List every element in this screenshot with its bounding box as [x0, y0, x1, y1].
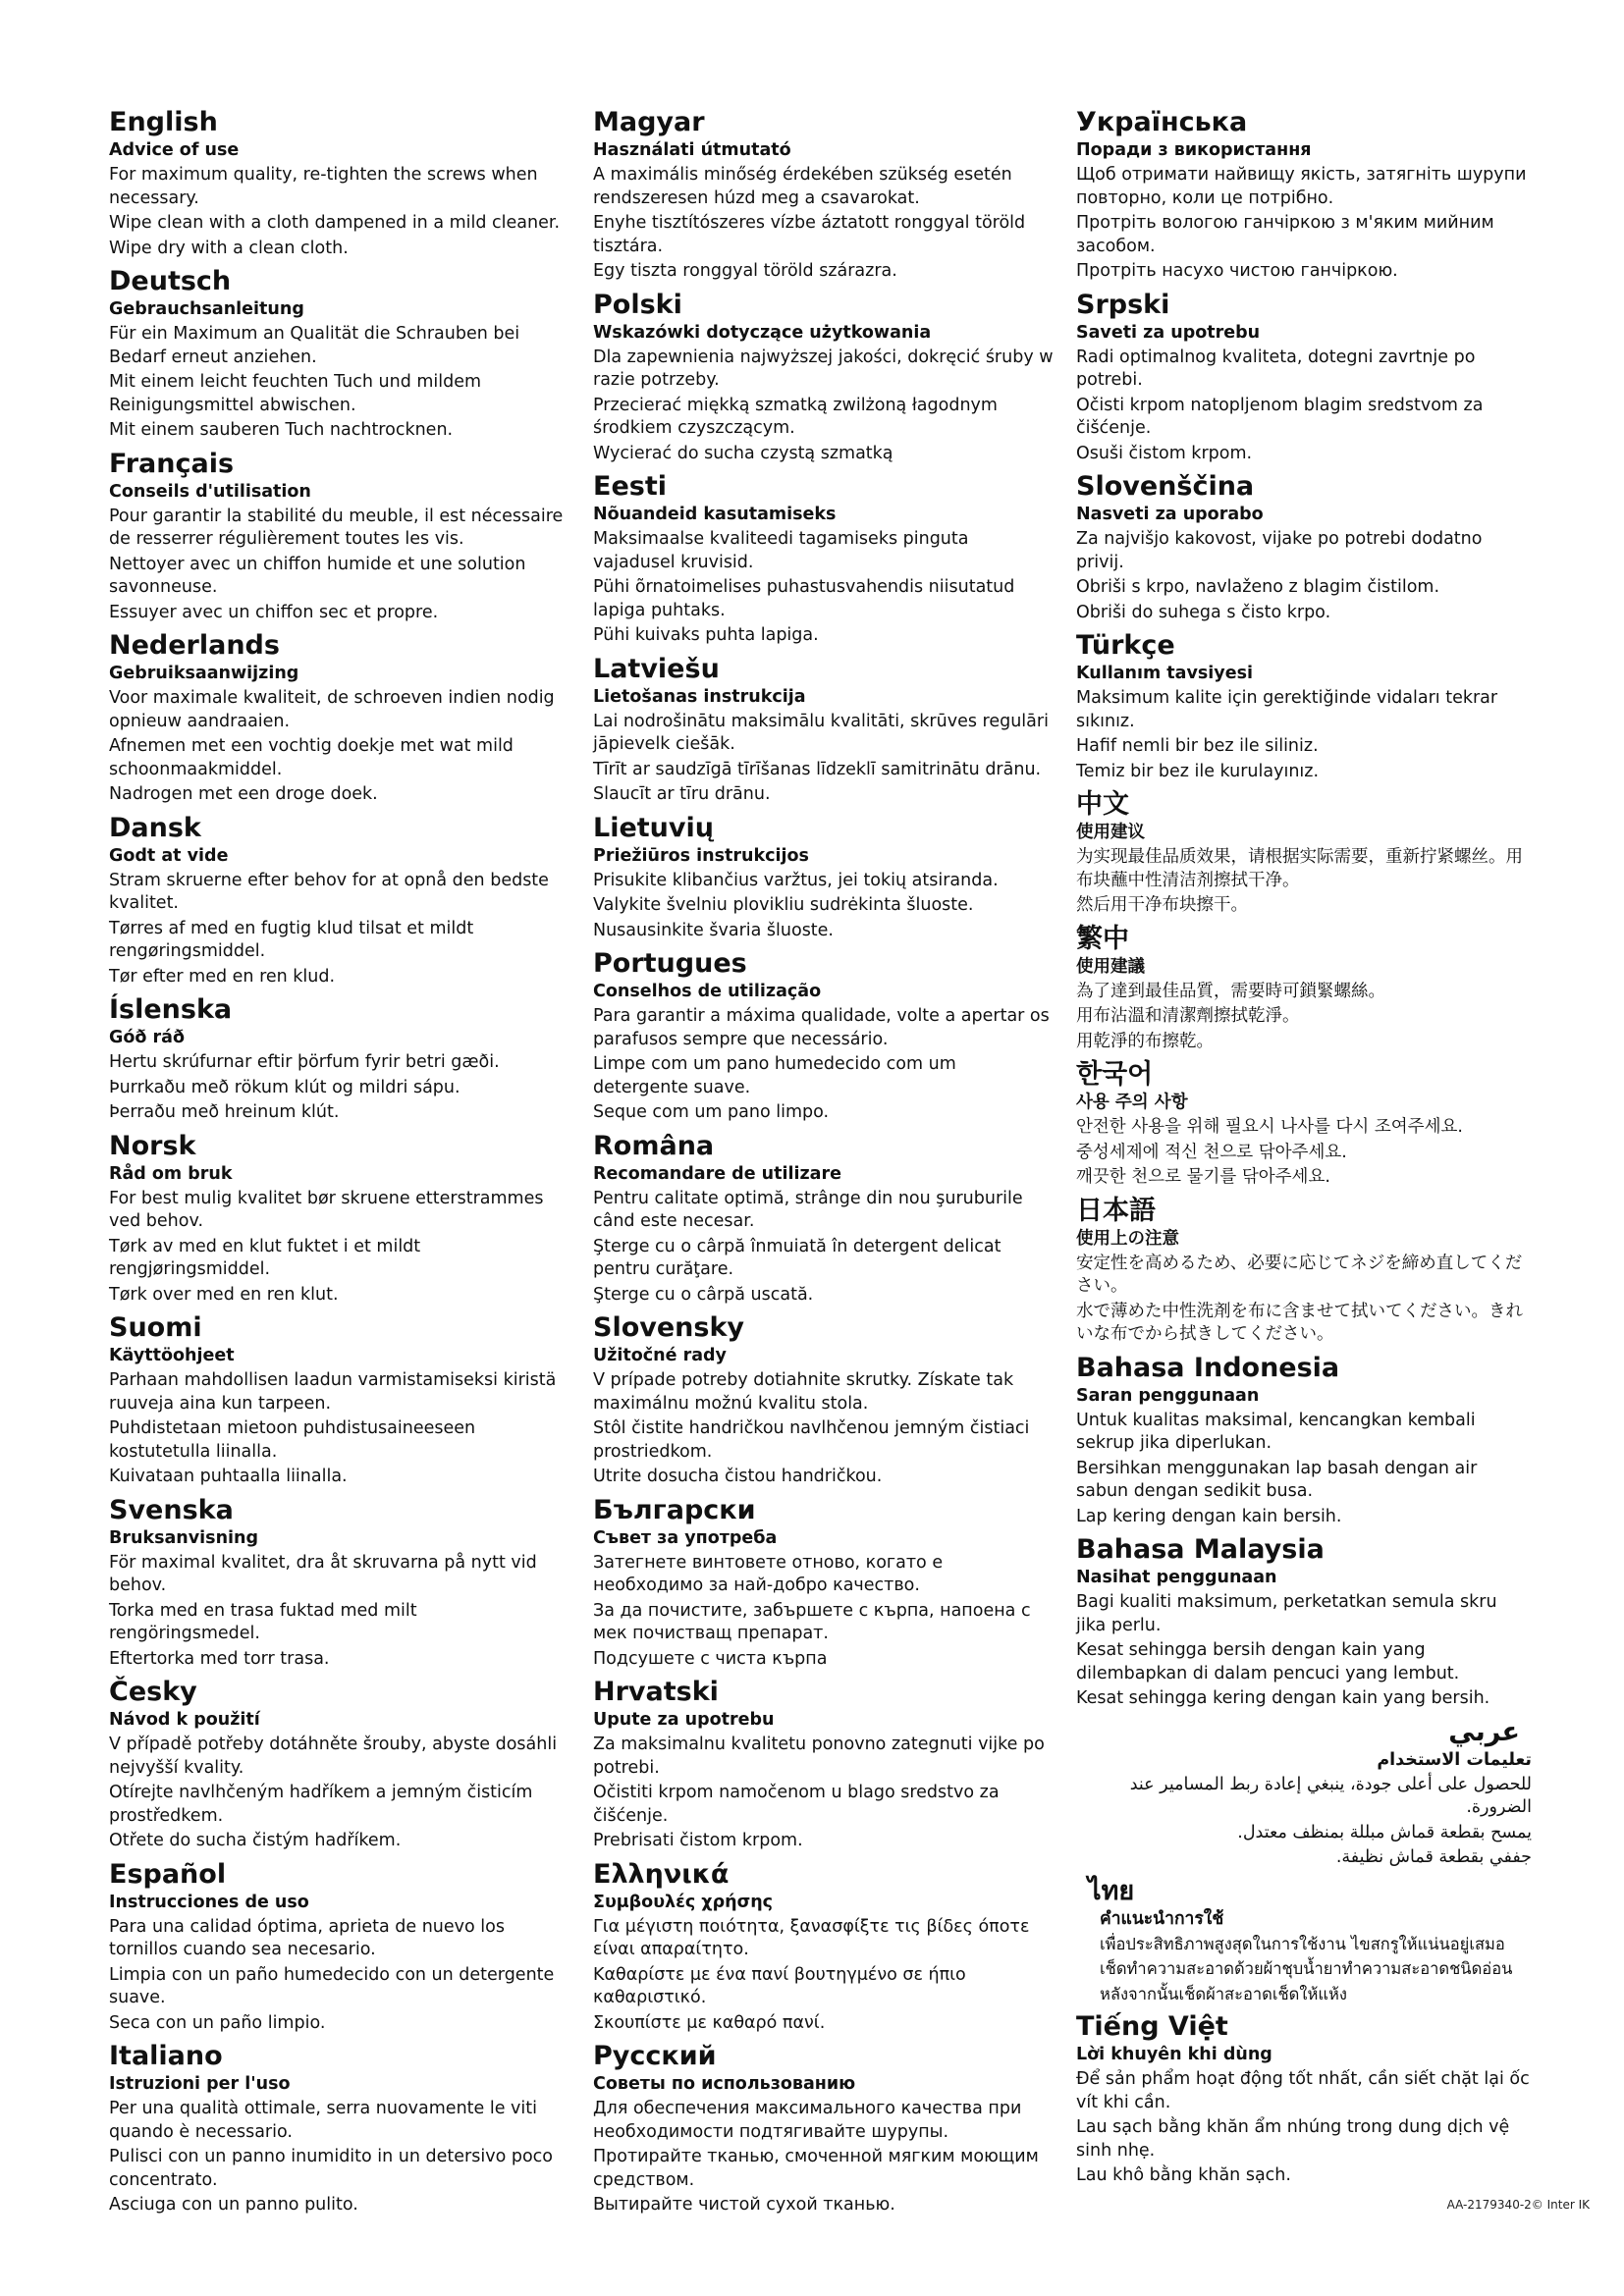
language-heading: Slovensky	[593, 1312, 745, 1343]
language-heading: 한국어	[1076, 1059, 1154, 1090]
language-heading: Русский	[593, 2041, 717, 2071]
instruction-line: Essuyer avec un chiffon sec et propre.	[109, 602, 439, 622]
instruction-line: Za maksimalnu kvalitetu ponovno zategnuti vijke po potrebi.	[593, 1735, 1045, 1778]
instruction-line: Mit einem sauberen Tuch nachtrocknen.	[109, 420, 454, 440]
instruction-line: Wipe dry with a clean cloth.	[109, 238, 349, 258]
column-2	[593, 103, 1055, 2219]
instruction-line: Lai nodrošinātu maksimālu kvalitāti, skrūves regulāri jāpievelk ciešāk.	[593, 711, 1049, 754]
instruction-line: Dla zapewnienia najwyższej jakości, dokręcić śruby w razie potrzeby.	[593, 347, 1054, 390]
language-section	[109, 1308, 570, 1489]
language-heading: Español	[109, 1858, 227, 1890]
instruction-line: Nadrogen met een droge doek.	[109, 784, 378, 804]
instruction-line: Kesat sehingga kering dengan kain yang bersih.	[1076, 1688, 1490, 1708]
instruction-line: Puhdistetaan mietoon puhdistusaineeseen kostutetulla liinalla.	[109, 1418, 476, 1462]
language-section	[1076, 1192, 1532, 1347]
language-heading: Deutsch	[109, 266, 232, 296]
instruction-line: Щоб отримати найвищу якість, затягніть шурупи повторно, коли це потрібно.	[1076, 165, 1527, 208]
language-heading: English	[109, 107, 218, 137]
instruction-line: Þerraðu með hreinum klút.	[109, 1102, 340, 1122]
advice-subheading: Upute za upotrebu	[593, 1710, 775, 1730]
instruction-line: Pulisci con un panno inumidito in un detersivo poco concentrato.	[109, 2147, 554, 2190]
instruction-line: Für ein Maximum an Qualität die Schrauben bei Bedarf erneut anziehen.	[109, 324, 520, 367]
instruction-line: Lap kering dengan kain bersih.	[1076, 1506, 1342, 1526]
instruction-line: Untuk kualitas maksimal, kencangkan kembali sekrup jika diperlukan.	[1076, 1410, 1476, 1453]
advice-subheading: Priežiūros instrukcijos	[593, 845, 809, 866]
instruction-line: Radi optimalnog kvaliteta, dotegni zavrtnje po potrebi.	[1076, 347, 1476, 390]
instruction-line: Протріть насухо чистою ганчіркою.	[1076, 261, 1398, 281]
advice-subheading: Gebruiksaanwijzing	[109, 664, 299, 683]
instruction-line: Voor maximale kwaliteit, de schroeven indien nodig opnieuw aandraaien.	[109, 688, 555, 731]
instruction-line: V prípade potreby dotiahnite skrutky. Získate tak maximálnu možnú kvalitu stola.	[593, 1370, 1014, 1414]
language-heading: Українська	[1076, 107, 1248, 137]
instruction-line: Подсушете с чиста кърпа	[593, 1648, 828, 1669]
instruction-line: Limpia con un paño humedecido con un detergente suave.	[109, 1964, 555, 2007]
advice-subheading: Gebrauchsanleitung	[109, 299, 304, 319]
instruction-line: Lau sạch bằng khăn ẩm nhúng trong dung dịch vệ sinh nhẹ.	[1076, 2117, 1510, 2161]
language-section	[109, 1491, 570, 1672]
advice-subheading: Godt at vide	[109, 845, 229, 866]
instruction-line: Otřete do sucha čistým hadříkem.	[109, 1831, 402, 1850]
language-section	[1076, 1055, 1532, 1190]
language-section	[1076, 2007, 1532, 2188]
instruction-line: หลังจากนั้นเช็ดผ้าสะอาดเช็ดให้แห้ง	[1100, 1984, 1347, 2003]
instruction-line: Za najvišjo kakovost, vijake po potrebi dodatno privij.	[1076, 529, 1483, 572]
advice-subheading: Recomandare de utilizare	[593, 1163, 841, 1184]
instruction-line: Lau khô bằng khăn sạch.	[1076, 2165, 1291, 2185]
instruction-line: За да почистите, забършете с кърпа, напоена с мек почистващ препарат.	[593, 1600, 1031, 1643]
language-section	[593, 650, 1055, 807]
advice-subheading: คำแนะนำการใช้	[1100, 1908, 1224, 1929]
instruction-line: A maximális minőség érdekében szükség esetén rendszeresen húzd meg a csavarokat.	[593, 165, 1012, 208]
instruction-line: Prebrisati čistom krpom.	[593, 1831, 803, 1850]
language-section	[593, 1127, 1055, 1308]
advice-subheading: Bruksanvisning	[109, 1527, 259, 1548]
instruction-line: Maksimaalse kvaliteedi tagamiseks pinguta vajadusel kruvisid.	[593, 529, 969, 572]
language-heading: Česky	[109, 1677, 197, 1707]
instruction-line: Stram skruerne efter behov for at opnå den bedste kvalitet.	[109, 870, 549, 913]
language-heading: Magyar	[593, 107, 705, 137]
instruction-line: Затегнете винтовете отново, когато е необходимо за най-добро качество.	[593, 1552, 944, 1595]
instruction-line: Slaucīt ar tīru drānu.	[593, 784, 771, 804]
advice-subheading: Góð ráð	[109, 1028, 185, 1047]
instruction-line: Pentru calitate optimă, strânge din nou şuruburile când este necesar.	[593, 1188, 1023, 1231]
instruction-line: 중성세제에 적신 천으로 닦아주세요.	[1076, 1142, 1347, 1162]
language-heading: 中文	[1076, 789, 1129, 820]
language-section	[593, 2037, 1055, 2217]
advice-subheading: Návod k použití	[109, 1710, 260, 1730]
language-section	[109, 2037, 570, 2217]
language-heading: Íslenska	[109, 994, 233, 1025]
language-section	[1076, 286, 1532, 466]
language-heading: 繁中	[1076, 923, 1129, 954]
language-section	[109, 990, 570, 1125]
instruction-line: Hertu skrúfurnar eftir þörfum fyrir betri gæði.	[109, 1052, 500, 1072]
language-section	[593, 1673, 1055, 1853]
language-heading: Nederlands	[109, 630, 280, 661]
language-section	[109, 262, 570, 443]
advice-subheading: 使用建議	[1076, 956, 1145, 977]
instruction-line: Parhaan mahdollisen laadun varmistamiseksi kiristä ruuveja aina kun tarpeen.	[109, 1370, 557, 1414]
language-section	[109, 1855, 570, 2036]
advice-subheading: Használati útmutató	[593, 140, 791, 160]
instruction-line: Obriši s krpo, navlaženo z blagim čistilom.	[1076, 577, 1440, 597]
instruction-line: 水で薄めた中性洗剤を布に含ませて拭いてください。きれいな布でから拭きしてください。	[1076, 1301, 1523, 1344]
language-section	[1076, 626, 1532, 783]
language-heading: 日本語	[1076, 1195, 1156, 1226]
language-section	[593, 944, 1055, 1125]
advice-subheading: Съвет за употреба	[593, 1527, 778, 1548]
instruction-line: Καθαρίστε με ένα πανί βουτηγμένο σε ήπιο καθαριστικό.	[593, 1964, 966, 2007]
advice-subheading: Nasveti za uporabo	[1076, 505, 1264, 524]
instruction-line: Osuši čistom krpom.	[1076, 443, 1253, 463]
instruction-line: Limpe com um pano humedecido com um detergente suave.	[593, 1054, 956, 1097]
instruction-line: Tørres af med en fugtig klud tilsat et mildt rengøringsmiddel.	[109, 918, 474, 961]
instruction-line: For best mulig kvalitet bør skruene etterstrammes ved behov.	[109, 1188, 544, 1231]
instruction-line: Seque com um pano limpo.	[593, 1102, 830, 1122]
language-heading: Polski	[593, 289, 682, 320]
advice-subheading: Nasihat penggunaan	[1076, 1568, 1277, 1587]
instruction-line: Tīrīt ar saudzīgā tīrīšanas līdzeklī samitrinātu drānu.	[593, 759, 1042, 779]
language-heading: Portugues	[593, 948, 747, 979]
document-id: AA-2179340-2© Inter IK	[1446, 2198, 1590, 2212]
advice-subheading: Käyttöohjeet	[109, 1346, 235, 1365]
instruction-line: Протріть вологою ганчіркою з м'яким мийним засобом.	[1076, 213, 1494, 256]
instruction-line: Протирайте тканью, смоченной мягким моющим средством.	[593, 2147, 1039, 2190]
instruction-line: Wycierać do sucha czystą szmatką	[593, 443, 893, 463]
language-section	[593, 1491, 1055, 1672]
language-heading: Български	[593, 1494, 756, 1525]
language-section	[593, 286, 1055, 466]
instruction-line: Þurrkaðu með rökum klút og mildri sápu.	[109, 1077, 460, 1097]
instruction-line: Şterge cu o cârpă uscată.	[593, 1284, 814, 1305]
language-heading: عربي	[1448, 1716, 1520, 1747]
instruction-line: 用乾淨的布擦乾。	[1076, 1031, 1214, 1051]
instruction-line: Obriši do suhega s čisto krpo.	[1076, 602, 1331, 622]
advice-subheading: Istruzioni per l'uso	[109, 2074, 291, 2094]
advice-subheading: Saveti za upotrebu	[1076, 322, 1261, 343]
instruction-line: Przecierać miękką szmatką zwilżoną łagodnym środkiem czyszczącym.	[593, 395, 998, 438]
advice-subheading: Συμβουλές χρήσης	[593, 1892, 774, 1912]
language-section	[1076, 1872, 1532, 2006]
instruction-line: Para una calidad óptima, aprieta de nuevo los tornillos cuando sea necesario.	[109, 1916, 505, 1959]
instruction-line: V případě potřeby dotáhněte šrouby, abyste dosáhli nejvyšší kvality.	[109, 1735, 558, 1778]
language-section	[109, 103, 570, 260]
advice-subheading: Nõuandeid kasutamiseks	[593, 505, 837, 524]
language-heading: Norsk	[109, 1130, 196, 1161]
instruction-line: Stôl čistite handričkou navlhčenou jemným čistiaci prostriedkom.	[593, 1418, 1030, 1462]
language-section	[1076, 920, 1532, 1054]
instruction-line: Očistiti krpom namočenom u blago sredstvo za čišćenje.	[593, 1783, 1000, 1826]
instruction-line: 为实现最佳品质效果，请根据实际需要，重新拧紧螺丝。用布块蘸中性清洁剂擦拭干净。	[1076, 847, 1523, 890]
language-heading: Bahasa Malaysia	[1076, 1534, 1325, 1565]
instruction-line: Prisukite klibančius varžtus, jei tokių atsiranda.	[593, 870, 999, 890]
instruction-line: Eftertorka med torr trasa.	[109, 1648, 330, 1669]
language-section	[593, 1308, 1055, 1489]
language-section	[109, 809, 570, 989]
language-heading: Ελληνικά	[593, 1858, 730, 1890]
language-heading: Dansk	[109, 812, 201, 843]
instruction-line: Bagi kualiti maksimum, perketatkan semula skru jika perlu.	[1076, 1592, 1497, 1635]
instruction-line: 깨끗한 천으로 물기를 닦아주세요.	[1076, 1167, 1330, 1187]
instruction-line: For maximum quality, re-tighten the screws when necessary.	[109, 165, 538, 208]
instruction-line: Pühi õrnatoimelises puhastusvahendis niisutatud lapiga puhtaks.	[593, 577, 1015, 620]
language-section	[593, 809, 1055, 943]
instruction-line: للحصول على أعلى جودة، ينبغي إعادة ربط المسامير عند الضرورة.	[1129, 1774, 1532, 1817]
instruction-line: Nusausinkite švaria šluoste.	[593, 920, 834, 940]
language-heading: Bahasa Indonesia	[1076, 1352, 1340, 1383]
language-section	[1076, 103, 1532, 284]
language-section	[1076, 1713, 1532, 1870]
language-section	[109, 1673, 570, 1853]
instruction-line: Tørk over med en ren klut.	[109, 1284, 339, 1305]
instruction-line: Seca con un paño limpio.	[109, 2012, 326, 2033]
language-heading: Slovenščina	[1076, 471, 1255, 502]
language-section	[593, 103, 1055, 284]
language-section	[1076, 1530, 1532, 1711]
column-1	[109, 103, 570, 2219]
instruction-line: 安定性を高めるため、必要に応じてネジを締め直してください。	[1076, 1253, 1523, 1296]
advice-subheading: Instrucciones de uso	[109, 1892, 309, 1912]
instruction-line: Tørk av med en klut fuktet i et mildt rengjøringsmiddel.	[109, 1236, 421, 1279]
advice-subheading: Conselhos de utilização	[593, 982, 822, 1001]
language-section	[109, 1127, 570, 1308]
instruction-line: Otírejte navlhčeným hadříkem a jemným čisticím prostředkem.	[109, 1783, 533, 1826]
language-heading: Italiano	[109, 2041, 223, 2071]
instruction-line: 안전한 사용을 위해 필요시 나사를 다시 조여주세요.	[1076, 1117, 1463, 1137]
language-section	[109, 445, 570, 625]
instruction-line: 用布沾溫和清潔劑擦拭乾淨。	[1076, 1006, 1300, 1026]
instruction-line: 然后用干净布块擦干。	[1076, 895, 1248, 915]
instruction-line: Σκουπίστε με καθαρό πανί.	[593, 2012, 826, 2033]
instruction-line: Enyhe tisztítószeres vízbe áztatott ronggyal töröld tisztára.	[593, 213, 1026, 256]
instruction-line: Вытирайте чистой сухой тканью.	[593, 2195, 895, 2215]
language-section	[1076, 1349, 1532, 1529]
language-section	[593, 467, 1055, 648]
instruction-line: Bersihkan menggunakan lap basah dengan air sabun dengan sedikit busa.	[1076, 1458, 1478, 1501]
instruction-line: Egy tiszta ronggyal töröld szárazra.	[593, 261, 897, 281]
instruction-line: Для обеспечения максимального качества при необходимости подтягивайте шурупы.	[593, 2099, 1022, 2142]
advice-subheading: 사용 주의 사항	[1076, 1093, 1188, 1112]
advice-subheading: Advice of use	[109, 140, 240, 160]
instruction-line: جففي بقطعة قماش نظيفة.	[1335, 1847, 1532, 1867]
instruction-line: Afnemen met een vochtig doekje met wat mild schoonmaakmiddel.	[109, 736, 514, 779]
instruction-line: Pühi kuivaks puhta lapiga.	[593, 625, 819, 645]
language-heading: Româna	[593, 1130, 715, 1161]
instruction-line: Nettoyer avec un chiffon humide et une solution savonneuse.	[109, 554, 526, 597]
language-section	[593, 1855, 1055, 2036]
language-heading: Türkçe	[1076, 630, 1175, 661]
advice-subheading: Råd om bruk	[109, 1163, 233, 1184]
language-heading: Lietuvių	[593, 812, 714, 843]
language-heading: Suomi	[109, 1312, 202, 1343]
language-heading: Srpski	[1076, 289, 1170, 320]
advice-subheading: Поради з використання	[1076, 140, 1312, 160]
language-heading: ไทย	[1088, 1875, 1135, 1906]
instruction-line: 為了達到最佳品質，需要時可鎖緊螺絲。	[1076, 981, 1385, 1001]
instruction-line: Očisti krpom natopljenom blagim sredstvom za čišćenje.	[1076, 395, 1484, 438]
instruction-line: Valykite švelniu plovikliu sudrėkinta šluoste.	[593, 895, 974, 915]
instruction-line: Για μέγιστη ποιότητα, ξανασφίξτε τις βίδες όποτε είναι απαραίτητο.	[593, 1916, 1030, 1959]
instruction-line: เพื่อประสิทธิภาพสูงสุดในการใช้งาน ไขสกรูให้แน่นอยู่เสมอ	[1100, 1934, 1505, 1953]
language-heading: Eesti	[593, 471, 667, 502]
column-3	[1076, 103, 1532, 2190]
advice-subheading: Lietošanas instrukcija	[593, 686, 806, 707]
instruction-line: För maximal kvalitet, dra åt skruvarna på nytt vid behov.	[109, 1552, 537, 1595]
instruction-line: เช็ดทำความสะอาดด้วยผ้าชุบน้ำยาทำความสะอาดชนิดอ่อน	[1100, 1959, 1513, 1978]
instruction-line: Kesat sehingga bersih dengan kain yang dilembapkan di dalam pencuci yang lembut.	[1076, 1640, 1460, 1683]
instruction-line: Para garantir a máxima qualidade, volte a apertar os parafusos sempre que necessário.	[593, 1006, 1050, 1049]
language-heading: Hrvatski	[593, 1677, 719, 1707]
instruction-line: Asciuga con un panno pulito.	[109, 2195, 358, 2215]
advice-subheading: Užitočné rady	[593, 1346, 727, 1365]
instruction-line: Pour garantir la stabilité du meuble, il est nécessaire de resserrer régulièrement toutes les vis.	[109, 506, 564, 549]
instruction-line: Utrite dosucha čistou handričkou.	[593, 1467, 883, 1486]
advice-subheading: 使用上の注意	[1076, 1228, 1179, 1249]
instruction-line: Per una qualità ottimale, serra nuovamente le viti quando è necessario.	[109, 2099, 537, 2142]
instruction-line: يمسح بقطعة قماش مبللة بمنظف معتدل.	[1237, 1822, 1532, 1842]
advice-subheading: Saran penggunaan	[1076, 1385, 1260, 1406]
language-section	[1076, 785, 1532, 918]
language-section	[1076, 467, 1532, 624]
instruction-line: Temiz bir bez ile kurulayınız.	[1076, 761, 1320, 781]
advice-subheading: تعليمات الاستخدام	[1377, 1749, 1532, 1770]
language-section	[109, 626, 570, 807]
advice-subheading: Wskazówki dotyczące użytkowania	[593, 322, 932, 343]
advice-subheading: Kullanım tavsiyesi	[1076, 664, 1253, 683]
language-heading: Svenska	[109, 1494, 234, 1525]
instruction-line: Şterge cu o cârpă înmuiată în detergent delicat pentru curăţare.	[593, 1236, 1001, 1279]
advice-subheading: Conseils d'utilisation	[109, 481, 311, 502]
instruction-line: Mit einem leicht feuchten Tuch und mildem Reinigungsmittel abwischen.	[109, 372, 482, 415]
language-heading: Tiếng Việt	[1076, 2011, 1228, 2042]
language-heading: Français	[109, 448, 235, 479]
advice-subheading: 使用建议	[1076, 823, 1145, 842]
instruction-line: Torka med en trasa fuktad med milt rengöringsmedel.	[109, 1600, 417, 1643]
advice-subheading: Lời khuyên khi dùng	[1076, 2045, 1272, 2064]
instruction-line: Hafif nemli bir bez ile siliniz.	[1076, 736, 1319, 756]
language-heading: Latviešu	[593, 653, 720, 684]
instruction-line: Wipe clean with a cloth dampened in a mild cleaner.	[109, 213, 561, 233]
instruction-line: Maksimum kalite için gerektiğinde vidaları tekrar sıkınız.	[1076, 688, 1498, 731]
advice-subheading: Советы по использованию	[593, 2074, 856, 2094]
instruction-line: Để sản phẩm hoạt động tốt nhất, cần siết chặt lại ốc vít khi cần.	[1076, 2069, 1530, 2112]
instruction-line: Kuivataan puhtaalla liinalla.	[109, 1467, 348, 1486]
instruction-line: Tør efter med en ren klud.	[109, 966, 336, 987]
